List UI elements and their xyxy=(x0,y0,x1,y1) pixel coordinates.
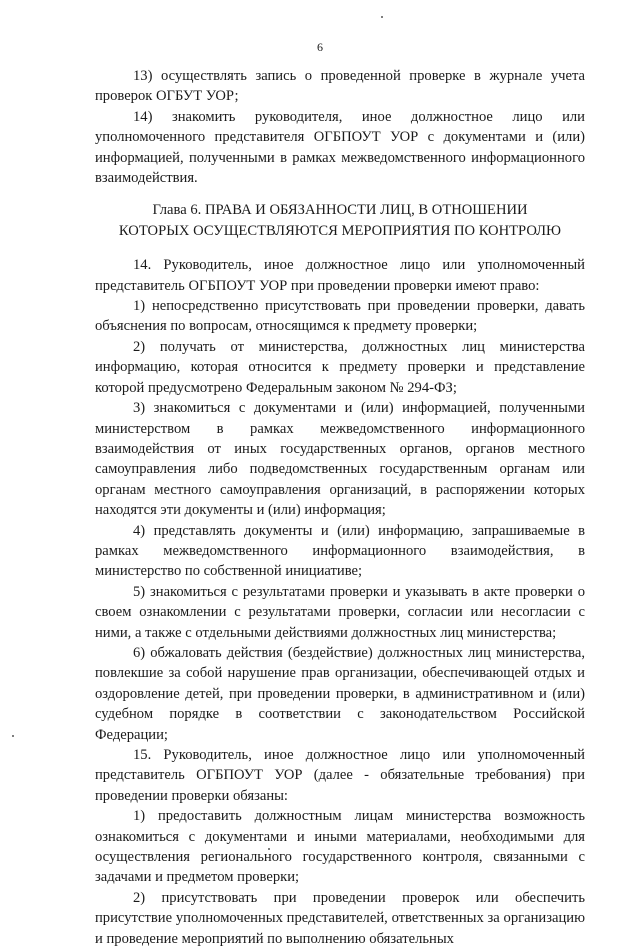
clause-14-item-5: 5) знакомиться с результатами проверки и указывать в акте проверки о своем ознакомлении с результатами проверки, согласии или несогласии с ними, а также с отдельными действиями должностных лиц министерства; xyxy=(95,583,585,641)
clause-15-item-2: 2) присутствовать при проведении проверок или обеспечить присутствие уполномоченных представителей, ответственных за организацию и проведение мероприятий по выполнению обязательных xyxy=(95,889,585,947)
paragraph-item-14: 14) знакомить руководителя, иное должностное лицо или уполномоченного представителя ОГБПОУТ УОР с документами и (или) информацией, полученными в рамках межведомственного информационного взаимодействия. xyxy=(95,108,585,187)
scan-speck xyxy=(12,735,14,737)
scan-speck xyxy=(381,16,383,18)
document-body xyxy=(95,66,585,949)
clause-15-item-1: 1) предоставить должностным лицам министерства возможность ознакомиться с документами и иными материалами, необходимыми для осуществления регионального государственного контроля, связанными с задачами и предметом проверки; xyxy=(95,808,585,886)
chapter-heading xyxy=(95,200,585,241)
clause-14-item-6: 6) обжаловать действия (бездействие) должностных лиц министерства, повлекшие за собой нарушение прав организации, обеспечивающей отдых и оздоровление детей, при проведении проверки, в административном и (или) судебном порядке в соответствии с законодательством Российской Федерации; xyxy=(95,644,585,743)
chapter-heading-line-2: КОТОРЫХ ОСУЩЕСТВЛЯЮТСЯ МЕРОПРИЯТИЯ ПО КОНТРОЛЮ xyxy=(118,222,562,239)
clause-14-item-4: 4) представлять документы и (или) информацию, запрашиваемые в рамках межведомственного информационного взаимодействия, в министерство по собственной инициативе; xyxy=(95,522,585,580)
clause-14-item-2: 2) получать от министерства, должностных лиц министерства информацию, которая относится к предмету проверки и представление которой предусмотрено Федеральным законом № 294-ФЗ; xyxy=(95,338,585,396)
clause-15: 15. Руководитель, иное должностное лицо или уполномоченный представитель ОГБПОУТ УОР (далее - обязательные требования) при проведении проверки обязаны: xyxy=(95,747,585,804)
page-number: 6 xyxy=(317,40,323,54)
chapter-heading-line-1: Глава 6. ПРАВА И ОБЯЗАННОСТИ ЛИЦ, В ОТНОШЕНИИ xyxy=(152,202,528,219)
clause-14: 14. Руководитель, иное должностное лицо или уполномоченный представитель ОГБПОУТ УОР при проведении проверки имеют право: xyxy=(95,257,585,294)
clause-14-item-1: 1) непосредственно присутствовать при проведении проверки, давать объяснения по вопросам, относящимся к предмету проверки; xyxy=(95,298,585,335)
clause-14-item-3: 3) знакомиться с документами и (или) информацией, полученными министерством в рамках межведомственного информационного взаимодействия от иных государственных органов, органов местного самоуправления либо подведомственных государственным органам или органам местного самоуправления организаций, в распоряжении которых находятся эти документы и (или) информация; xyxy=(95,400,585,519)
paragraph-item-13: 13) осуществлять запись о проведенной проверке в журнале учета проверок ОГБУТ УОР; xyxy=(95,68,585,105)
